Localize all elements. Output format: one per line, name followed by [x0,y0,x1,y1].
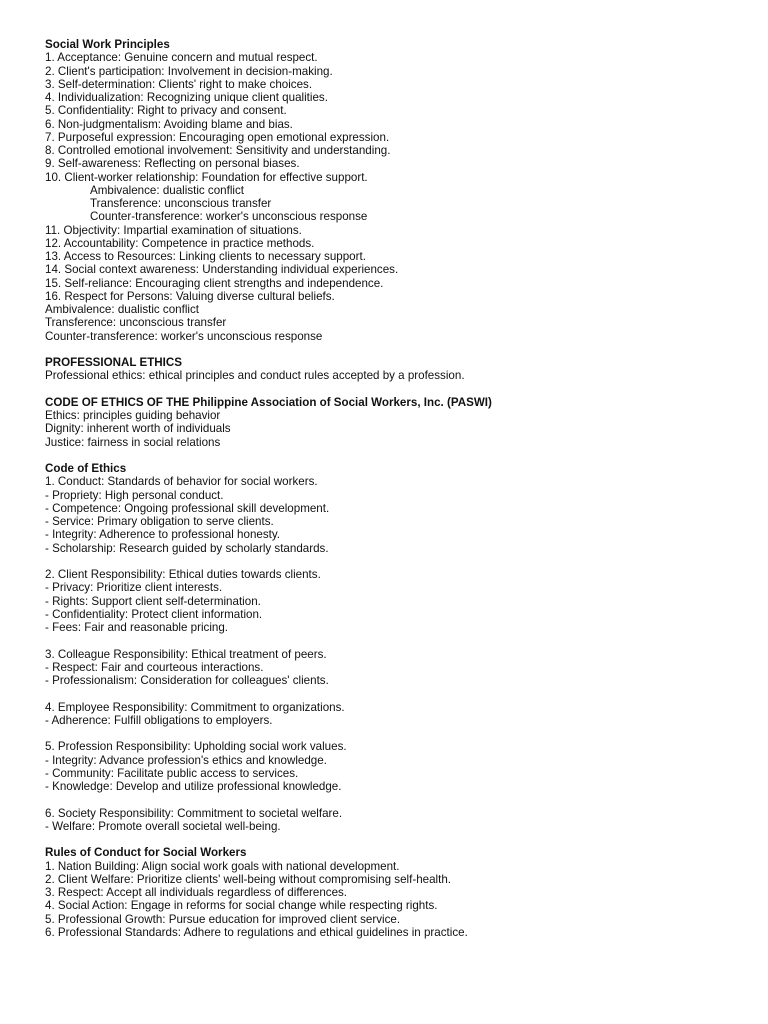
text-line: 6. Professional Standards: Adhere to regulations and ethical guidelines in practice. [45,925,468,939]
text-line: 4. Individualization: Recognizing unique client qualities. [45,91,328,104]
indented-text-line: Ambivalence: dualistic conflict [90,183,245,197]
text-line: - Professionalism: Consideration for colleagues' clients. [45,674,329,687]
text-line: - Community: Facilitate public access to services. [45,766,299,780]
paragraph-gap [45,343,745,356]
text-line: 2. Client Responsibility: Ethical duties towards clients. [45,568,321,581]
text-line: 5. Profession Responsibility: Upholding social work values. [45,740,347,754]
text-line: - Knowledge: Develop and utilize professional knowledge. [45,780,342,793]
text-line: 9. Self-awareness: Reflecting on personal biases. [45,157,300,171]
section-heading: Rules of Conduct for Social Workers [45,846,247,860]
text-line: 1. Acceptance: Genuine concern and mutual respect. [45,51,318,65]
text-line: 8. Controlled emotional involvement: Sensitivity and understanding. [45,144,391,157]
text-line: 3. Self-determination: Clients' right to make choices. [45,77,313,91]
section-heading: Social Work Principles [45,38,170,51]
paragraph-gap [45,727,745,740]
text-line: 5. Professional Growth: Pursue education for improved client service. [45,912,401,926]
document-page [45,38,745,939]
paragraph-gap [45,793,745,806]
paragraph-gap [45,687,745,700]
paragraph-gap [45,449,745,462]
text-line: 3. Respect: Accept all individuals regardless of differences. [45,886,348,899]
section-heading: Code of Ethics [45,462,127,475]
text-line: - Adherence: Fulfill obligations to employers. [45,713,273,727]
text-line: Professional ethics: ethical principles and conduct rules accepted by a profession. [45,369,465,383]
text-line: 10. Client-worker relationship: Foundation for effective support. [45,170,368,184]
indented-text-line: Transference: unconscious transfer [90,197,272,210]
text-line: 12. Accountability: Competence in practice methods. [45,236,315,250]
text-line: - Confidentiality: Protect client information. [45,607,263,621]
section-heading: CODE OF ETHICS OF THE Philippine Association of Social Workers, Inc. (PASWI) [45,395,492,409]
text-line: Ethics: principles guiding behavior [45,409,221,422]
paragraph-gap [45,634,745,647]
text-line: 14. Social context awareness: Understanding individual experiences. [45,263,399,277]
text-line: - Respect: Fair and courteous interactions. [45,660,264,674]
text-line: 6. Society Responsibility: Commitment to societal welfare. [45,806,343,820]
text-line: Dignity: inherent worth of individuals [45,422,231,436]
paragraph-gap [45,833,745,846]
text-line: 4. Social Action: Engage in reforms for social change while respecting rights. [45,899,438,913]
paragraph-gap [45,555,745,568]
text-line: - Welfare: Promote overall societal well-being. [45,819,281,833]
text-line: - Fees: Fair and reasonable pricing. [45,621,229,634]
text-line: 11. Objectivity: Impartial examination of situations. [45,223,302,237]
text-line: - Privacy: Prioritize client interests. [45,581,223,595]
text-line: - Propriety: High personal conduct. [45,488,224,502]
text-line: 5. Confidentiality: Right to privacy and consent. [45,104,287,118]
text-line: 4. Employee Responsibility: Commitment to organizations. [45,700,345,714]
indented-text-line: Counter-transference: worker's unconscious response [90,210,368,224]
text-line: - Rights: Support client self-determination. [45,594,261,608]
text-line: 1. Conduct: Standards of behavior for social workers. [45,475,318,489]
text-line: - Integrity: Advance profession's ethics and knowledge. [45,753,327,767]
text-line: Counter-transference: worker's unconscious response [45,329,323,343]
text-line: 2. Client Welfare: Prioritize clients' well-being without compromising self-health. [45,872,452,886]
section-heading: PROFESSIONAL ETHICS [45,356,182,369]
text-line: Justice: fairness in social relations [45,435,221,449]
text-line: - Scholarship: Research guided by scholarly standards. [45,541,329,555]
text-line: - Service: Primary obligation to serve clients. [45,515,274,528]
text-line: 16. Respect for Persons: Valuing diverse cultural beliefs. [45,289,335,303]
text-line: 15. Self-reliance: Encouraging client strengths and independence. [45,276,384,290]
text-line: Transference: unconscious transfer [45,316,227,330]
text-line: 7. Purposeful expression: Encouraging open emotional expression. [45,130,390,144]
text-line: 3. Colleague Responsibility: Ethical treatment of peers. [45,647,327,661]
text-line: 6. Non-judgmentalism: Avoiding blame and bias. [45,117,293,131]
text-line: Ambivalence: dualistic conflict [45,303,200,316]
paragraph-gap [45,383,745,396]
text-line: - Competence: Ongoing professional skill development. [45,501,330,515]
text-line: 2. Client's participation: Involvement in decision-making. [45,64,333,78]
text-line: - Integrity: Adherence to professional honesty. [45,528,281,542]
text-line: 1. Nation Building: Align social work goals with national development. [45,859,400,873]
text-line: 13. Access to Resources: Linking clients to necessary support. [45,250,366,263]
